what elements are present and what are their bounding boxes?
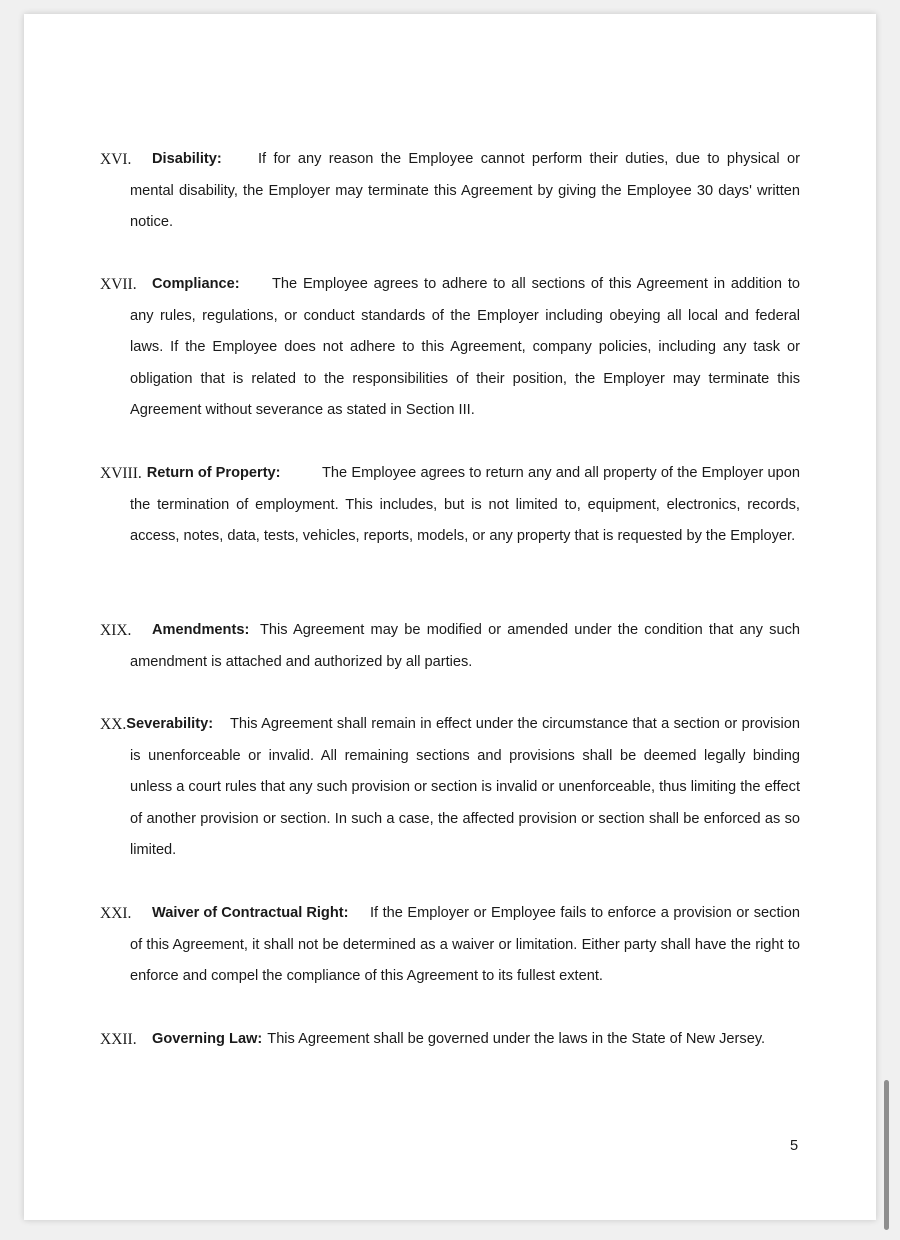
section-text: This Agreement may be modified or amended under the condition that any such amendment is attached and authorized by all parties.: [130, 622, 800, 670]
vertical-scrollbar[interactable]: [884, 1080, 889, 1230]
document-page: [24, 14, 876, 1220]
section-text: This Agreement shall remain in effect under the circumstance that a section or provision is unenforceable or invalid. All remaining sections and provisions shall be deemed legally binding unless a court rules that any such provision or section is invalid or unenforceable, thus limiting the effect of another provision or section. In such a case, the affected provision or section shall be enforced as so limited.: [130, 716, 800, 858]
section-governing-law: [100, 1024, 820, 1056]
section-numeral: XXI.: [100, 905, 132, 922]
section-waiver: [100, 898, 800, 993]
section-numeral: XXII.: [100, 1031, 137, 1048]
section-compliance: [100, 269, 800, 427]
section-heading: Amendments:: [152, 622, 250, 638]
section-numeral: XX.: [100, 716, 127, 733]
section-numeral: XIX.: [100, 622, 132, 639]
section-text: If the Employer or Employee fails to enforce a provision or section of this Agreement, it shall not be determined as a waiver or limitation. Either party shall have the right to enforce and compel the compliance of this Agreement to its fullest extent.: [130, 905, 800, 984]
section-heading: Disability:: [152, 151, 222, 167]
section-disability: [100, 144, 800, 239]
section-text: This Agreement shall be governed under the laws in the State of New Jersey.: [267, 1031, 766, 1047]
section-numeral: XVI.: [100, 151, 132, 168]
section-text: The Employee agrees to adhere to all sections of this Agreement in addition to any rules, regulations, or conduct standards of the Employer including obeying all local and federal laws. If the Employee does not adhere to this Agreement, company policies, including any task or obligation that is related to the responsibilities of their position, the Employer may terminate this Agreement without severance as stated in Section III.: [130, 276, 800, 418]
page-number: 5: [790, 1138, 799, 1154]
section-text: The Employee agrees to return any and all property of the Employer upon the termination of employment. This includes, but is not limited to, equipment, electronics, records, access, notes, data, tests, vehicles, reports, models, or any property that is requested by the Employer.: [130, 465, 800, 544]
section-heading: Return of Property:: [146, 465, 281, 481]
section-heading: Severability:: [126, 716, 214, 732]
section-first-line: [100, 1024, 820, 1056]
section-numeral: XVIII.: [100, 465, 142, 482]
section-numeral: XVII.: [100, 276, 137, 293]
section-severability: [100, 709, 800, 867]
section-heading: Compliance:: [152, 276, 240, 292]
section-heading: Waiver of Contractual Right:: [152, 905, 349, 921]
section-return-of-property: [100, 458, 800, 553]
section-text: If for any reason the Employee cannot perform their duties, due to physical or mental disability, the Employer may terminate this Agreement by giving the Employee 30 days' written notice.: [130, 151, 800, 230]
section-heading: Governing Law:: [152, 1031, 263, 1047]
section-amendments: [100, 615, 800, 678]
